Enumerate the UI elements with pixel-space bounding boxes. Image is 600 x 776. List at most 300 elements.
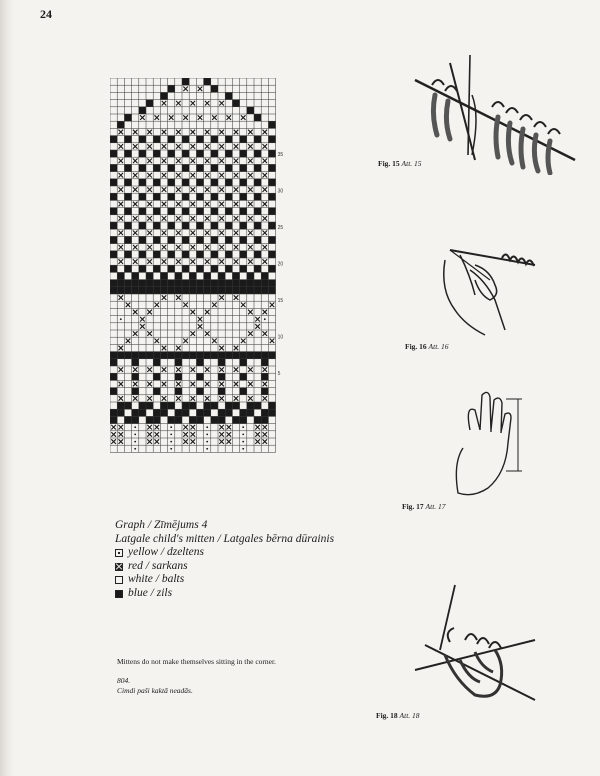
- red-stitch: [133, 367, 138, 372]
- blue-stitch: [225, 352, 232, 359]
- blue-stitch: [124, 287, 131, 294]
- yellow-stitch: [170, 434, 172, 436]
- red-stitch: [147, 439, 152, 444]
- blue-stitch: [225, 208, 232, 215]
- red-stitch: [219, 101, 224, 106]
- blue-stitch: [218, 287, 225, 294]
- blue-stitch: [139, 107, 146, 114]
- red-stitch: [219, 187, 224, 192]
- red-stitch: [191, 245, 196, 250]
- blue-stitch: [168, 208, 175, 215]
- blue-stitch: [175, 359, 182, 366]
- blue-stitch: [240, 265, 247, 272]
- blue-stitch: [182, 179, 189, 186]
- blue-stitch: [153, 388, 160, 395]
- blue-stitch: [196, 208, 203, 215]
- red-stitch: [133, 331, 138, 336]
- red-stitch: [133, 231, 138, 236]
- red-stitch: [133, 259, 138, 264]
- knitting-graph: [110, 78, 295, 488]
- blue-stitch: [168, 287, 175, 294]
- blue-stitch: [160, 280, 167, 287]
- blue-stitch: [153, 208, 160, 215]
- blue-stitch: [204, 78, 211, 85]
- red-stitch: [248, 159, 253, 164]
- red-stitch: [162, 202, 167, 207]
- blue-stitch: [153, 150, 160, 157]
- legend-item-blue: [115, 587, 334, 601]
- red-stitch: [263, 310, 268, 315]
- blue-stitch: [211, 150, 218, 157]
- red-stitch: [191, 231, 196, 236]
- red-stitch: [248, 259, 253, 264]
- red-stitch: [263, 159, 268, 164]
- red-stitch: [263, 173, 268, 178]
- figure-number: Fig. 17: [402, 502, 424, 511]
- blue-stitch: [211, 251, 218, 258]
- blue-stitch: [268, 236, 275, 243]
- row-number-label: 5: [277, 371, 281, 377]
- red-stitch: [219, 159, 224, 164]
- blue-stitch: [182, 280, 189, 287]
- blue-stitch: [211, 164, 218, 171]
- red-stitch: [191, 396, 196, 401]
- blue-stitch: [196, 373, 203, 380]
- blue-stitch: [261, 352, 268, 359]
- red-stitch: [248, 310, 253, 315]
- blue-stitch: [196, 409, 203, 416]
- blue-stitch: [168, 179, 175, 186]
- red-stitch: [248, 173, 253, 178]
- red-stitch: [227, 115, 232, 120]
- blue-stitch: [268, 409, 275, 416]
- blue-stitch: [168, 150, 175, 157]
- blue-stitch: [117, 409, 124, 416]
- blue-stitch: [110, 136, 117, 143]
- blue-stitch: [225, 136, 232, 143]
- blue-stitch: [254, 208, 261, 215]
- blue-stitch: [254, 136, 261, 143]
- red-stitch: [119, 216, 124, 221]
- blue-stitch: [196, 388, 203, 395]
- blue-stitch: [139, 287, 146, 294]
- blue-stitch: [240, 179, 247, 186]
- blue-stitch: [232, 100, 239, 107]
- red-stitch: [219, 144, 224, 149]
- red-stitch: [133, 187, 138, 192]
- blue-stitch: [124, 236, 131, 243]
- blue-stitch: [196, 193, 203, 200]
- hand-measurement-illustration: [450, 385, 530, 500]
- figure-att: Att. 17: [425, 502, 446, 511]
- blue-stitch: [240, 193, 247, 200]
- red-stitch: [191, 425, 196, 430]
- blue-stitch: [110, 373, 117, 380]
- red-stitch: [119, 382, 124, 387]
- red-stitch: [205, 310, 210, 315]
- blue-stitch: [211, 85, 218, 92]
- blue-stitch: [168, 280, 175, 287]
- blue-stitch: [254, 416, 261, 423]
- red-stitch: [270, 339, 275, 344]
- red-stitch: [205, 367, 210, 372]
- red-stitch: [162, 396, 167, 401]
- red-stitch: [162, 101, 167, 106]
- blue-stitch: [204, 280, 211, 287]
- blue-stitch: [247, 352, 254, 359]
- blue-stitch: [240, 287, 247, 294]
- red-stitch: [147, 187, 152, 192]
- blue-stitch: [110, 416, 117, 423]
- yellow-stitch: [242, 426, 244, 428]
- blue-stitch: [247, 402, 254, 409]
- blue-stitch: [211, 193, 218, 200]
- red-stitch: [111, 425, 116, 430]
- blue-stitch: [254, 402, 261, 409]
- red-stitch: [234, 382, 239, 387]
- blue-stitch: [240, 208, 247, 215]
- blue-stitch: [211, 280, 218, 287]
- figure-number: Fig. 18: [376, 711, 398, 720]
- blue-stitch: [139, 222, 146, 229]
- blue-stitch: [247, 280, 254, 287]
- red-stitch: [205, 101, 210, 106]
- blue-stitch: [218, 359, 225, 366]
- blue-stitch: [153, 222, 160, 229]
- proverb-latvian: Cimdi paši kaktā neadās.: [117, 686, 193, 695]
- red-stitch: [147, 396, 152, 401]
- blue-stitch: [218, 388, 225, 395]
- yellow-stitch: [242, 441, 244, 443]
- blue-stitch: [110, 409, 117, 416]
- blue-stitch: [268, 265, 275, 272]
- blue-stitch: [160, 92, 167, 99]
- blue-stitch: [110, 359, 117, 366]
- blue-stitch: [225, 164, 232, 171]
- yellow-stitch: [134, 426, 136, 428]
- blue-stitch: [268, 280, 275, 287]
- red-stitch: [248, 216, 253, 221]
- graph-subtitle: Latgale child's mitten / Latgales bērna dūrainis: [115, 532, 335, 545]
- red-stitch: [133, 310, 138, 315]
- blue-stitch: [261, 287, 268, 294]
- blue-stitch: [240, 416, 247, 423]
- blue-stitch: [240, 388, 247, 395]
- blue-stitch: [124, 280, 131, 287]
- blue-stitch: [182, 402, 189, 409]
- red-stitch: [191, 331, 196, 336]
- red-stitch: [219, 173, 224, 178]
- blue-stitch: [247, 107, 254, 114]
- blue-stitch: [153, 136, 160, 143]
- red-stitch: [248, 202, 253, 207]
- blue-stitch: [225, 179, 232, 186]
- yellow-stitch: [170, 441, 172, 443]
- blue-stitch: [168, 265, 175, 272]
- red-stitch: [176, 295, 181, 300]
- blue-stitch: [175, 373, 182, 380]
- red-stitch: [162, 382, 167, 387]
- blue-stitch: [139, 136, 146, 143]
- blue-stitch: [139, 179, 146, 186]
- red-stitch: [119, 144, 124, 149]
- blue-stitch: [211, 222, 218, 229]
- blue-stitch: [124, 114, 131, 121]
- red-stitch: [147, 159, 152, 164]
- blue-stitch: [124, 164, 131, 171]
- blue-stitch: [139, 352, 146, 359]
- red-stitch: [155, 303, 160, 308]
- blue-stitch: [232, 416, 239, 423]
- blue-stitch: [254, 164, 261, 171]
- red-stitch: [191, 439, 196, 444]
- red-stitch: [205, 202, 210, 207]
- red-stitch: [155, 339, 160, 344]
- blue-stitch: [240, 280, 247, 287]
- red-stitch: [248, 245, 253, 250]
- blue-stitch: [254, 193, 261, 200]
- blue-stitch: [196, 359, 203, 366]
- blue-stitch: [153, 280, 160, 287]
- red-stitch: [147, 144, 152, 149]
- red-stitch: [241, 115, 246, 120]
- blue-stitch: [132, 272, 139, 279]
- red-stitch: [234, 173, 239, 178]
- legend-label: yellow / dzeltens: [128, 546, 205, 559]
- blue-stitch: [211, 236, 218, 243]
- figure-att: Att. 15: [401, 159, 422, 168]
- red-stitch: [155, 115, 160, 120]
- figure-label: [376, 711, 420, 720]
- blue-stitch: [168, 193, 175, 200]
- blue-stitch: [110, 287, 117, 294]
- blue-stitch: [110, 236, 117, 243]
- blue-stitch: [182, 236, 189, 243]
- red-stitch: [147, 130, 152, 135]
- blue-stitch: [160, 402, 167, 409]
- yellow-stitch: [134, 434, 136, 436]
- proverb-english: Mittens do not make themselves sitting in the corner.: [117, 657, 276, 666]
- blue-stitch: [225, 287, 232, 294]
- blue-stitch: [139, 193, 146, 200]
- blue-stitch: [196, 222, 203, 229]
- red-stitch: [111, 439, 116, 444]
- red-stitch: [169, 115, 174, 120]
- yellow-stitch: [134, 448, 136, 450]
- red-stitch: [248, 331, 253, 336]
- blue-stitch: [254, 251, 261, 258]
- blue-stitch: [132, 409, 139, 416]
- blue-stitch: [168, 251, 175, 258]
- blue-stitch: [132, 352, 139, 359]
- red-stitch: [263, 259, 268, 264]
- red-stitch: [133, 245, 138, 250]
- red-stitch: [263, 187, 268, 192]
- blue-stitch: [254, 280, 261, 287]
- red-stitch: [183, 115, 188, 120]
- red-stitch: [219, 432, 224, 437]
- blue-stitch: [182, 287, 189, 294]
- yellow-stitch: [242, 448, 244, 450]
- red-stitch: [241, 303, 246, 308]
- figure-label: [402, 502, 446, 511]
- red-stitch: [219, 259, 224, 264]
- blue-stitch: [189, 272, 196, 279]
- red-stitch: [155, 432, 160, 437]
- red-stitch: [133, 130, 138, 135]
- blue-stitch: [182, 265, 189, 272]
- blue-stitch: [168, 352, 175, 359]
- red-stitch: [191, 173, 196, 178]
- blue-stitch: [110, 208, 117, 215]
- blue-stitch: [146, 100, 153, 107]
- yellow-stitch: [242, 434, 244, 436]
- blue-stitch: [268, 121, 275, 128]
- red-stitch: [255, 432, 260, 437]
- red-stitch: [263, 130, 268, 135]
- red-stitch: [119, 202, 124, 207]
- blue-stitch: [225, 193, 232, 200]
- red-stitch: [234, 231, 239, 236]
- row-number-label: 10: [277, 334, 284, 341]
- blue-stitch: [117, 121, 124, 128]
- red-stitch: [133, 396, 138, 401]
- blue-stitch: [132, 287, 139, 294]
- yellow-stitch: [170, 448, 172, 450]
- red-stitch: [212, 115, 217, 120]
- red-stitch: [234, 159, 239, 164]
- blue-stitch: [254, 265, 261, 272]
- red-stitch: [133, 144, 138, 149]
- blue-stitch: [254, 287, 261, 294]
- red-stitch: [255, 324, 260, 329]
- blue-stitch: [232, 402, 239, 409]
- proverb-latvian-block: [117, 676, 193, 696]
- blue-stitch: [254, 222, 261, 229]
- blue-stitch: [182, 222, 189, 229]
- blue-stitch: [240, 164, 247, 171]
- red-stitch: [176, 130, 181, 135]
- blue-stitch: [196, 251, 203, 258]
- yellow-stitch: [206, 426, 208, 428]
- red-stitch: [191, 187, 196, 192]
- red-stitch: [183, 425, 188, 430]
- blue-stitch: [132, 280, 139, 287]
- blue-stitch: [160, 272, 167, 279]
- red-stitch: [205, 159, 210, 164]
- blue-stitch: [261, 388, 268, 395]
- blue-stitch: [261, 409, 268, 416]
- red-stitch: [219, 216, 224, 221]
- blue-stitch: [189, 287, 196, 294]
- red-stitch: [219, 202, 224, 207]
- red-stitch: [205, 259, 210, 264]
- blue-stitch: [139, 236, 146, 243]
- red-stitch: [227, 425, 232, 430]
- legend-item-yellow: [115, 546, 334, 560]
- figure-label: [378, 159, 422, 168]
- red-stitch: [219, 245, 224, 250]
- blue-stitch: [261, 272, 268, 279]
- blue-stitch: [153, 373, 160, 380]
- red-stitch: [219, 295, 224, 300]
- red-stitch: [155, 425, 160, 430]
- red-stitch: [162, 187, 167, 192]
- red-stitch: [147, 259, 152, 264]
- red-stitch: [140, 115, 145, 120]
- red-stitch: [255, 439, 260, 444]
- red-stitch: [162, 245, 167, 250]
- blue-stitch: [240, 251, 247, 258]
- blue-stitch: [168, 222, 175, 229]
- red-stitch: [176, 101, 181, 106]
- blue-stitch: [146, 416, 153, 423]
- blue-stitch: [182, 150, 189, 157]
- blue-stitch: [225, 236, 232, 243]
- red-stitch: [234, 259, 239, 264]
- figure-number: Fig. 15: [378, 159, 400, 168]
- red-stitch: [176, 159, 181, 164]
- blue-stitch: [153, 236, 160, 243]
- blue-stitch: [175, 388, 182, 395]
- red-stitch: [205, 144, 210, 149]
- red-stitch: [119, 231, 124, 236]
- red-stitch: [212, 303, 217, 308]
- red-stitch: [162, 259, 167, 264]
- blue-stitch: [175, 409, 182, 416]
- red-stitch: [119, 346, 124, 351]
- red-stitch: [147, 173, 152, 178]
- blue-stitch: [225, 280, 232, 287]
- blue-stitch: [225, 222, 232, 229]
- red-stitch: [191, 101, 196, 106]
- red-stitch: [263, 245, 268, 250]
- red-stitch: [263, 432, 268, 437]
- red-stitch: [219, 346, 224, 351]
- blue-stitch: [225, 409, 232, 416]
- blue-stitch: [240, 222, 247, 229]
- blue-stitch: [218, 280, 225, 287]
- blue-stitch: [175, 280, 182, 287]
- red-stitch: [234, 202, 239, 207]
- red-stitch: [263, 425, 268, 430]
- blue-stitch: [247, 287, 254, 294]
- red-stitch: [119, 173, 124, 178]
- red-stitch: [234, 245, 239, 250]
- blue-stitch: [189, 280, 196, 287]
- cast-on-illustration: [405, 580, 545, 710]
- blue-stitch: [268, 193, 275, 200]
- blue-stitch: [204, 272, 211, 279]
- red-stitch: [176, 346, 181, 351]
- blue-stitch: [139, 265, 146, 272]
- legend-label: red / sarkans: [128, 559, 188, 572]
- blue-stitch: [124, 251, 131, 258]
- blue-stitch: [153, 179, 160, 186]
- proverb-number: 804.: [117, 676, 131, 685]
- blue-stitch: [168, 416, 175, 423]
- red-stitch: [263, 202, 268, 207]
- red-stitch: [234, 144, 239, 149]
- blue-stitch: [139, 150, 146, 157]
- red-stitch: [205, 231, 210, 236]
- red-stitch: [176, 187, 181, 192]
- blue-stitch: [204, 352, 211, 359]
- blue-stitch: [240, 136, 247, 143]
- red-stitch: [183, 432, 188, 437]
- red-stitch: [219, 425, 224, 430]
- red-stitch: [248, 130, 253, 135]
